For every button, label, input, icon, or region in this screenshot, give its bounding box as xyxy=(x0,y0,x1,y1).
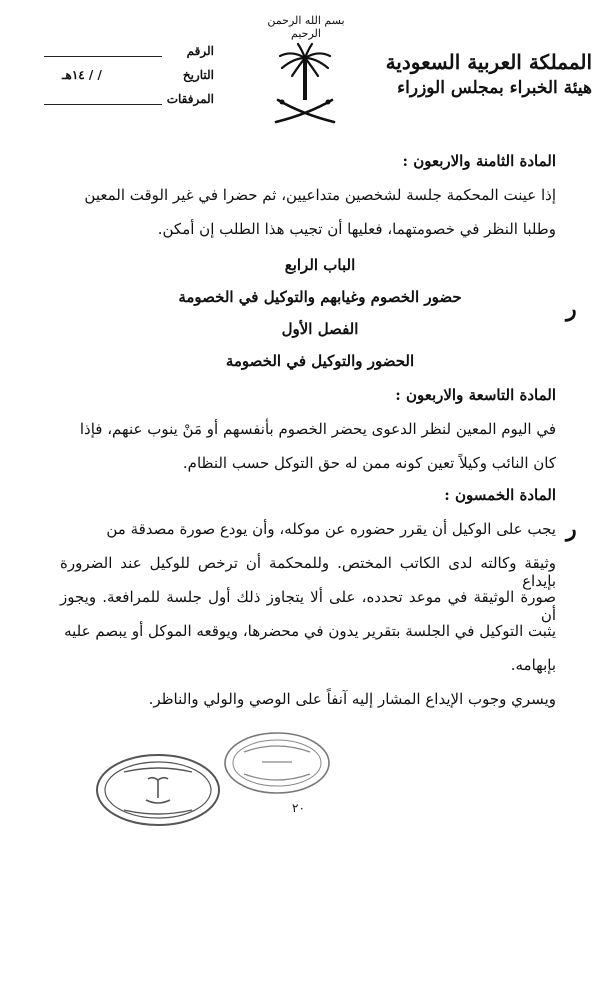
date-value: / / ١٤هـ xyxy=(62,68,102,82)
margin-mark: ر xyxy=(566,516,577,542)
article-50-line: يجب على الوكيل أن يقرر حضوره عن موكله، وأن يودع صورة مصدقة من xyxy=(106,520,556,538)
official-stamp-left xyxy=(94,752,222,828)
organization-name: المملكة العربية السعودية xyxy=(385,50,592,74)
article-50-line: صورة الوثيقة في موعد تحدده، على ألا يتجاوز ذلك أول جلسة للمرافعة. ويجوز أن xyxy=(60,588,556,624)
letter-metadata xyxy=(44,44,214,114)
chapter-title: الفصل الأول xyxy=(281,320,359,338)
attachments-line xyxy=(44,104,162,105)
part-title: الباب الرابع xyxy=(284,256,356,274)
saudi-emblem-icon xyxy=(272,40,338,126)
chapter-subtitle: الحضور والتوكيل في الخصومة xyxy=(225,352,415,370)
ref-line xyxy=(44,56,162,57)
article-50-line: بإبهامه. xyxy=(510,656,556,674)
date-label: التاريخ xyxy=(182,68,214,82)
ref-label: الرقم xyxy=(186,44,214,58)
article-50-line: وثيقة وكالته لدى الكاتب المختص. وللمحكمة أن ترخص للوكيل عند الضرورة بإيداع xyxy=(60,554,556,590)
article-48-line: وطلبا النظر في خصومتهما، فعليها أن تجيب هذا الطلب إن أمكن. xyxy=(157,220,556,238)
article-50-line: ويسري وجوب الإيداع المشار إليه آنفاً على الوصي والولي والناظر. xyxy=(148,690,556,708)
article-48-heading: المادة الثامنة والاربعون : xyxy=(402,152,556,170)
page-number: ٢٠ xyxy=(292,801,305,815)
attachments-row xyxy=(44,92,214,110)
article-50-line: يثبت التوكيل في الجلسة بتقرير يدون في محضرها، ويوقعه الموكل أو يبصم عليه xyxy=(64,622,556,640)
organization-subname: هيئة الخبراء بمجلس الوزراء xyxy=(397,78,592,98)
date-row xyxy=(44,68,214,86)
article-48-line: إذا عينت المحكمة جلسة لشخصين متداعيين، ثم حضرا في غير الوقت المعين xyxy=(84,186,556,204)
article-49-line: في اليوم المعين لنظر الدعوى يحضر الخصوم بأنفسهم أو مَنْ ينوب عنهم، فإذا xyxy=(79,420,556,438)
official-stamp-right xyxy=(222,730,332,796)
margin-mark: ر xyxy=(566,296,577,322)
ref-row xyxy=(44,44,214,62)
article-50-heading: المادة الخمسون : xyxy=(444,486,556,504)
article-49-line: كان النائب وكيلاً تعين كونه ممن له حق التوكل حسب النظام. xyxy=(182,454,556,472)
part-subtitle: حضور الخصوم وغيابهم والتوكيل في الخصومة xyxy=(178,288,462,306)
article-49-heading: المادة التاسعة والاربعون : xyxy=(395,386,556,404)
basmala: بسم الله الرحمن الرحيم xyxy=(267,14,345,40)
attachments-label: المرفقات xyxy=(166,92,214,106)
